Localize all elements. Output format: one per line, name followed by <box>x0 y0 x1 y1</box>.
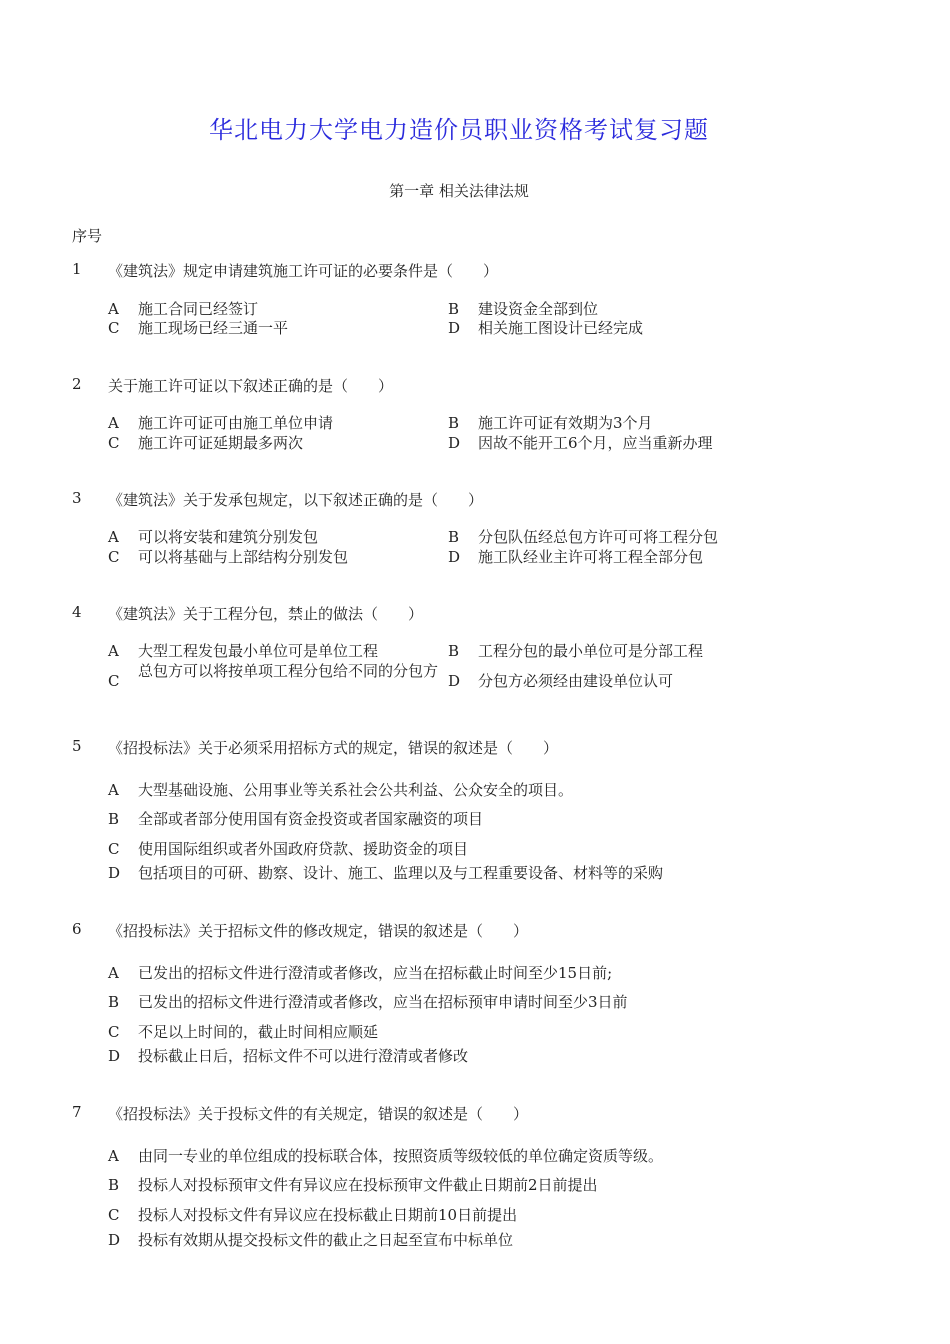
question-number: 2 <box>72 375 82 393</box>
question-number: 5 <box>72 737 82 755</box>
option-text: 使用国际组织或者外国政府贷款、援助资金的项目 <box>138 840 469 858</box>
question-number: 3 <box>72 489 82 507</box>
option-text: 包括项目的可研、勘察、设计、施工、监理以及与工程重要设备、材料等的采购 <box>138 864 664 882</box>
option-text: 施工许可证有效期为3个月 <box>478 414 653 432</box>
option-text: 投标人对投标预审文件有异议应在投标预审文件截止日期前2日前提出 <box>138 1176 598 1194</box>
option-text: 因故不能开工6个月，应当重新办理 <box>478 434 713 452</box>
question-text: 《建筑法》规定申请建筑施工许可证的必要条件是（ ） <box>108 262 499 280</box>
option-text: 总包方可以将按单项工程分包给不同的分包方 <box>138 662 439 680</box>
option-letter: D <box>448 672 461 690</box>
option-letter: B <box>108 993 120 1011</box>
question-text: 《招投标法》关于投标文件的有关规定，错误的叙述是（ ） <box>108 1105 529 1123</box>
option-letter: A <box>108 964 119 982</box>
option-letter: C <box>108 319 120 337</box>
document-title: 华北电力大学电力造价员职业资格考试复习题 <box>209 116 709 144</box>
option-text: 施工合同已经签订 <box>138 300 259 318</box>
option-text: 大型工程发包最小单位可是单位工程 <box>138 642 379 660</box>
option-text: 工程分包的最小单位可是分部工程 <box>478 642 704 660</box>
chapter-heading: 第一章 相关法律法规 <box>389 182 529 200</box>
option-text: 相关施工图设计已经完成 <box>478 319 644 337</box>
option-text: 已发出的招标文件进行澄清或者修改，应当在招标截止时间至少15日前; <box>138 964 613 982</box>
option-letter: B <box>108 810 120 828</box>
option-text: 不足以上时间的，截止时间相应顺延 <box>138 1023 379 1041</box>
question-text: 《招投标法》关于招标文件的修改规定，错误的叙述是（ ） <box>108 922 529 940</box>
question-text: 《建筑法》关于工程分包，禁止的做法（ ） <box>108 605 424 623</box>
option-letter: A <box>108 300 119 318</box>
sequence-label: 序号 <box>72 227 103 245</box>
option-text: 投标有效期从提交投标文件的截止之日起至宣布中标单位 <box>138 1231 514 1249</box>
option-letter: D <box>448 548 461 566</box>
question-text: 《建筑法》关于发承包规定，以下叙述正确的是（ ） <box>108 491 484 509</box>
option-text: 可以将安装和建筑分别发包 <box>138 528 319 546</box>
option-text: 可以将基础与上部结构分别发包 <box>138 548 349 566</box>
option-text: 施工队经业主许可将工程全部分包 <box>478 548 704 566</box>
option-letter: B <box>448 528 460 546</box>
question-number: 4 <box>72 603 82 621</box>
option-letter: B <box>108 1176 120 1194</box>
option-letter: D <box>108 1231 121 1249</box>
option-text: 施工许可证延期最多两次 <box>138 434 304 452</box>
option-letter: A <box>108 1147 119 1165</box>
option-letter: B <box>448 642 460 660</box>
option-text: 分包方必须经由建设单位认可 <box>478 672 674 690</box>
option-letter: A <box>108 781 119 799</box>
option-letter: A <box>108 642 119 660</box>
question-number: 6 <box>72 920 82 938</box>
option-text: 大型基础设施、公用事业等关系社会公共利益、公众安全的项目。 <box>138 781 574 799</box>
option-letter: C <box>108 1206 120 1224</box>
question-number: 1 <box>72 260 82 278</box>
option-letter: A <box>108 414 119 432</box>
option-letter: A <box>108 528 119 546</box>
option-text: 投标人对投标文件有异议应在投标截止日期前10日前提出 <box>138 1206 518 1224</box>
option-text: 分包队伍经总包方许可可将工程分包 <box>478 528 719 546</box>
option-letter: D <box>108 1047 121 1065</box>
option-letter: C <box>108 1023 120 1041</box>
option-letter: C <box>108 840 120 858</box>
option-text: 投标截止日后，招标文件不可以进行澄清或者修改 <box>138 1047 469 1065</box>
option-text: 全部或者部分使用国有资金投资或者国家融资的项目 <box>138 810 484 828</box>
question-text: 关于施工许可证以下叙述正确的是（ ） <box>108 377 394 395</box>
option-text: 由同一专业的单位组成的投标联合体，按照资质等级较低的单位确定资质等级。 <box>138 1147 664 1165</box>
option-letter: C <box>108 434 120 452</box>
option-letter: D <box>448 319 461 337</box>
option-text: 已发出的招标文件进行澄清或者修改，应当在招标预审申请时间至少3日前 <box>138 993 628 1011</box>
option-letter: B <box>448 300 460 318</box>
option-letter: C <box>108 548 120 566</box>
option-letter: B <box>448 414 460 432</box>
option-letter: D <box>108 864 121 882</box>
option-text: 施工现场已经三通一平 <box>138 319 289 337</box>
question-text: 《招投标法》关于必须采用招标方式的规定，错误的叙述是（ ） <box>108 739 559 757</box>
question-number: 7 <box>72 1103 82 1121</box>
option-text: 建设资金全部到位 <box>478 300 599 318</box>
option-letter: D <box>448 434 461 452</box>
option-letter: C <box>108 672 120 690</box>
option-text: 施工许可证可由施工单位申请 <box>138 414 334 432</box>
